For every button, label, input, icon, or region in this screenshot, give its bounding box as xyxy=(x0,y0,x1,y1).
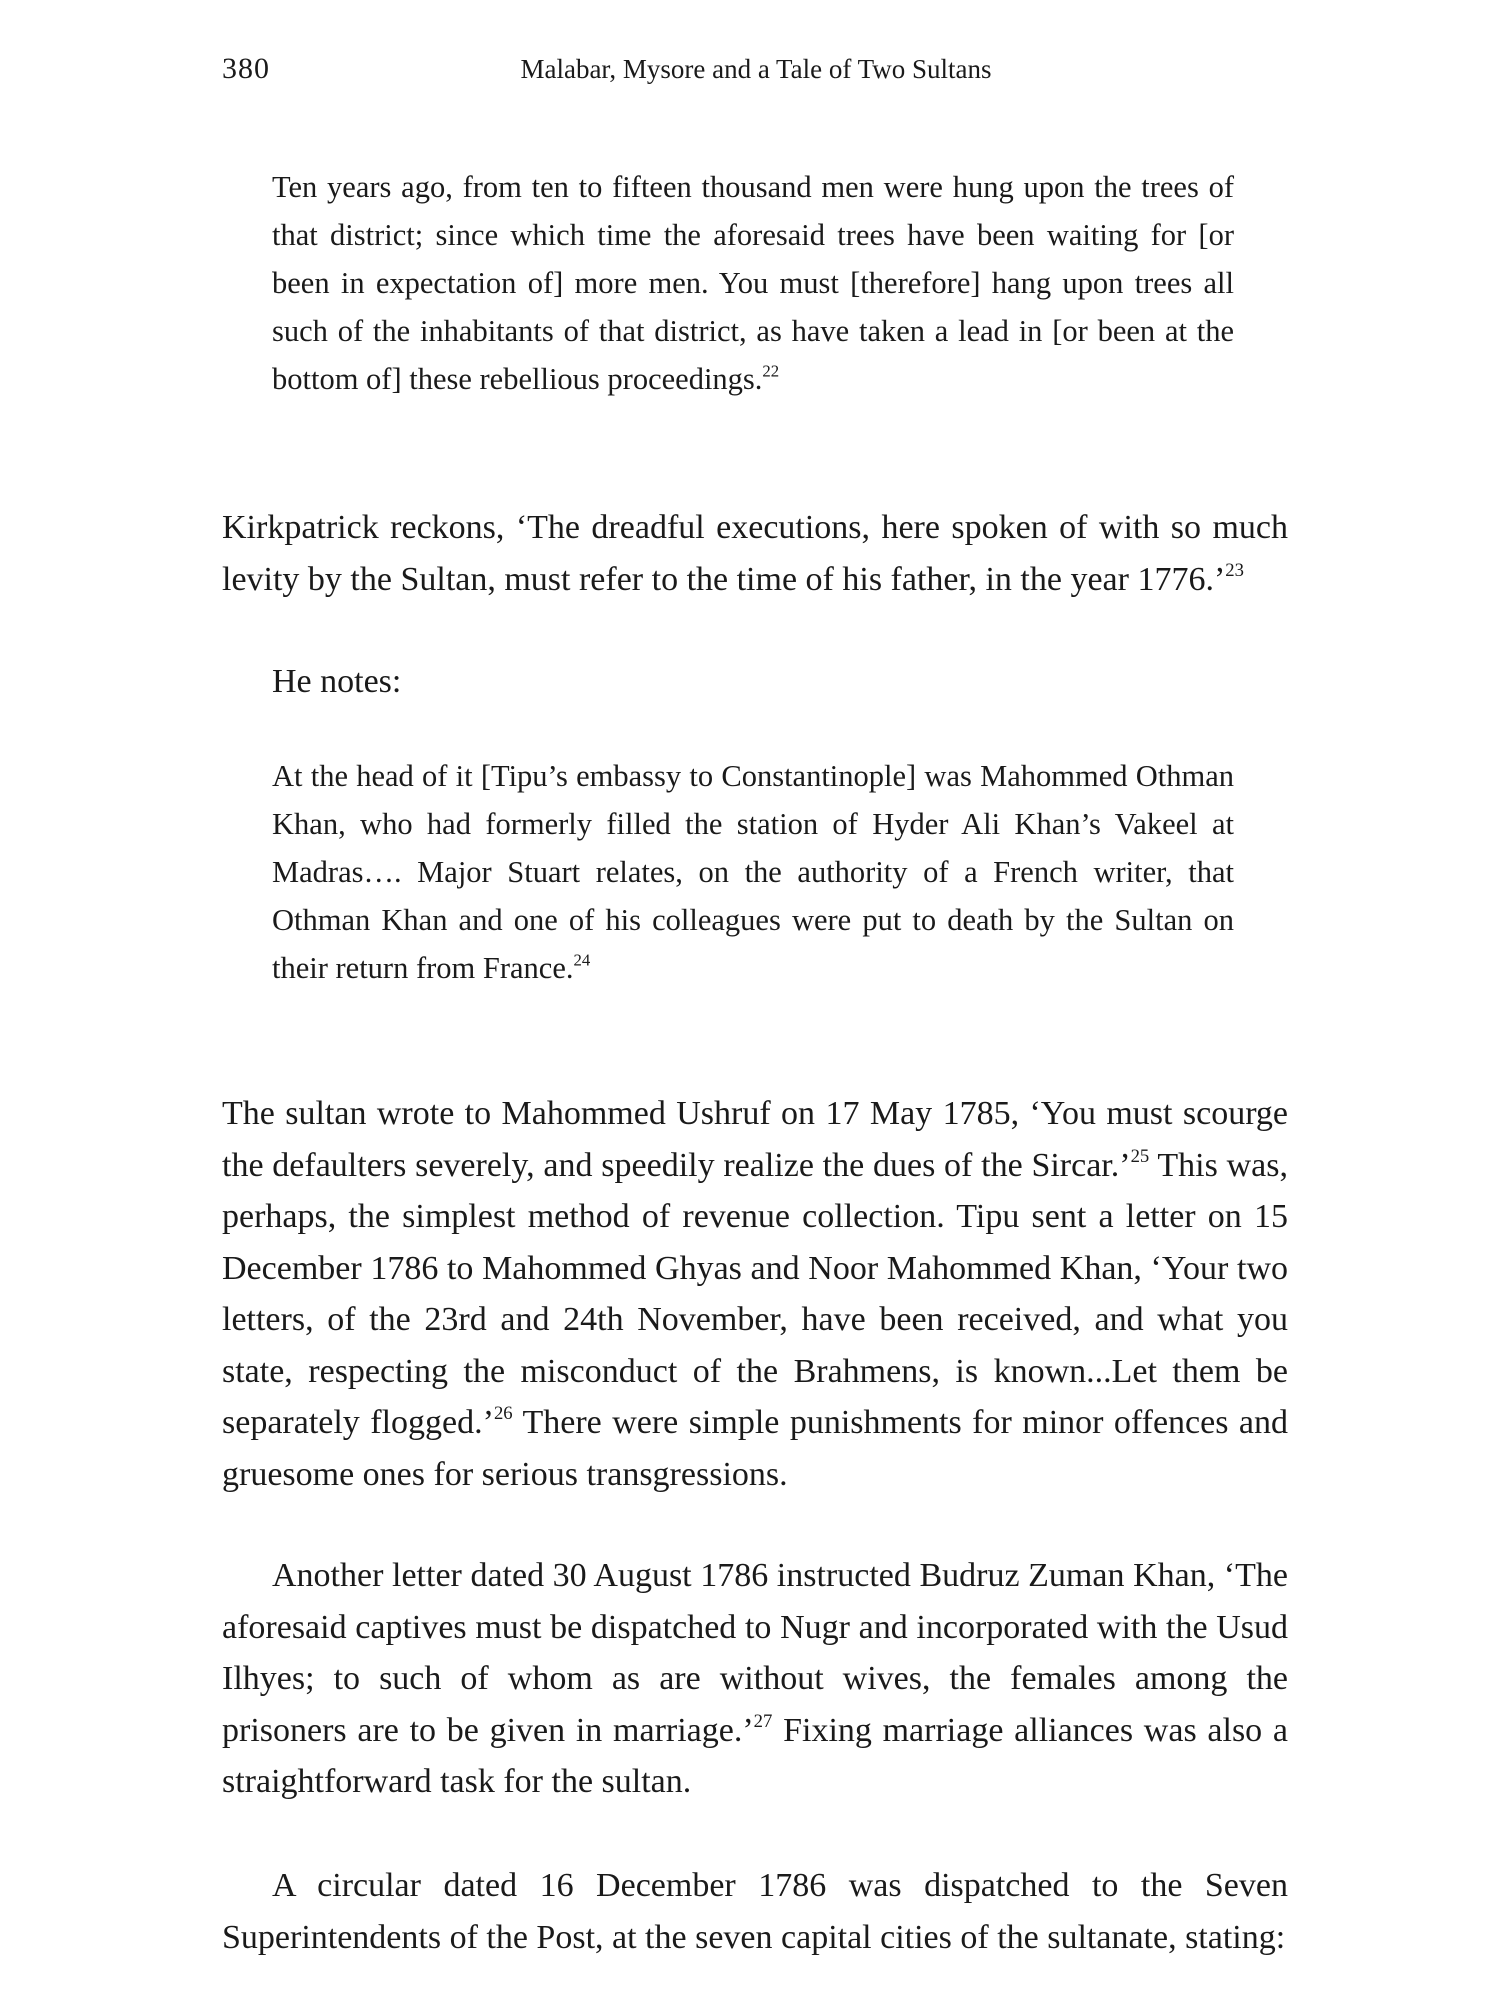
running-head xyxy=(222,52,1290,96)
paragraph-text: A circular dated 16 December 1786 was dispatched to the Seven Superintendents of the Post, at the seven capital cities of the sultanate, stating: xyxy=(222,1867,1288,1956)
paragraph-text: Fixing marriage alliances was also a straightforward task for the sultan. xyxy=(222,1711,1288,1800)
paragraph-marriage xyxy=(222,1550,1288,1808)
paragraph-text: Another letter dated 30 August 1786 instructed Budruz Zuman Khan, ‘The aforesaid captives must be dispatched to Nugr and incorporated with the Usud Ilhyes; to such of whom as are without wives, the females among the prisoners are to be given in marriage.’ xyxy=(222,1557,1288,1749)
footnote-ref: 25 xyxy=(1130,1145,1150,1167)
paragraph-text: There were simple punishments for minor offences and gruesome ones for serious transgressions. xyxy=(222,1404,1288,1493)
block-quote-embassy xyxy=(272,752,1234,992)
footnote-ref: 23 xyxy=(1225,559,1244,581)
page-number: 380 xyxy=(222,52,270,85)
quote-text: At the head of it [Tipu’s embassy to Constantinople] was Mahommed Othman Khan, who had formerly filled the station of Hyder Ali Khan’s Vakeel at Madras…. Major Stuart relates, on the authority of a French writer, that Othman Khan and one of his colleagues were put to death by the Sultan on their return from France. xyxy=(272,759,1234,985)
paragraph-kirkpatrick xyxy=(222,502,1288,605)
quote-text: Ten years ago, from ten to fifteen thousand men were hung upon the trees of that district; since which time the aforesaid trees have been waiting for [or been in expectation of] more men. You must [therefore] hang upon trees all such of the inhabitants of that district, as have taken a lead in [or been at the bottom of] these rebellious proceedings. xyxy=(272,170,1234,396)
book-title: Malabar, Mysore and a Tale of Two Sultans xyxy=(520,54,992,84)
paragraph-circular xyxy=(222,1860,1288,1963)
paragraph-text: This was, perhaps, the simplest method of revenue collection. Tipu sent a letter on 15 December 1786 to Mahommed Ghyas and Noor Mahommed Khan, ‘Your two letters, of the 23rd and 24th November, have been received, and what you state, respecting the misconduct of the Brahmens, is known...Let them be separately flogged.’ xyxy=(222,1146,1288,1441)
footnote-ref: 26 xyxy=(493,1402,513,1424)
footnote-ref: 24 xyxy=(573,950,591,970)
paragraph-punishments xyxy=(222,1088,1288,1500)
paragraph-text: He notes: xyxy=(272,663,402,700)
footnote-ref: 27 xyxy=(753,1710,773,1732)
paragraph-text: Kirkpatrick reckons, ‘The dreadful executions, here spoken of with so much levity by the Sultan, must refer to the time of his father, in the year 1776.’ xyxy=(222,509,1288,598)
block-quote-hanging xyxy=(272,163,1234,403)
paragraph-he-notes xyxy=(222,656,1288,708)
paragraph-text: The sultan wrote to Mahommed Ushruf on 17 May 1785, ‘You must scourge the defaulters severely, and speedily realize the dues of the Sircar.’ xyxy=(222,1095,1288,1184)
footnote-ref: 22 xyxy=(762,361,780,381)
